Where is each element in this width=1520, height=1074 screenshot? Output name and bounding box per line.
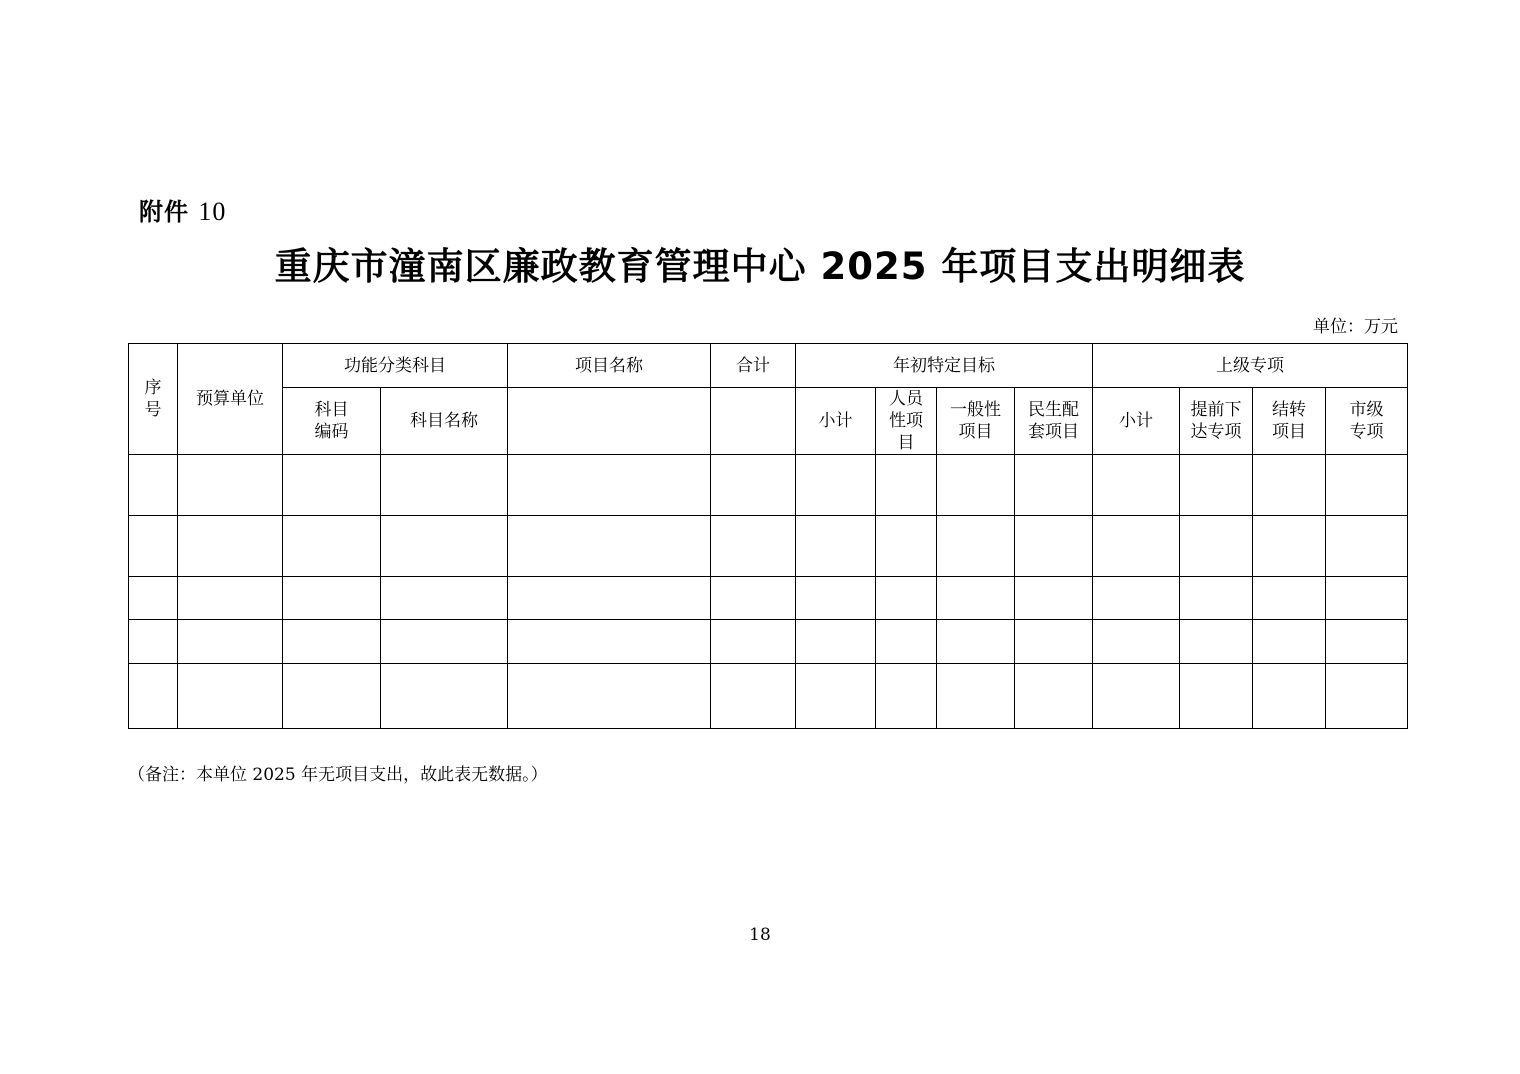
header-project-name: 项目名称: [508, 344, 711, 388]
table-cell: [508, 664, 711, 729]
header-it-subtotal: 小计: [796, 388, 876, 455]
remark-note: （备注：本单位 2025 年无项目支出，故此表无数据。）: [128, 765, 548, 785]
table-cell: [937, 664, 1015, 729]
header-row-1: [129, 344, 1408, 388]
table-cell: [796, 577, 876, 620]
table-cell: [1326, 664, 1408, 729]
table-cell: [1180, 455, 1253, 516]
table-cell: [876, 577, 937, 620]
table-row: [129, 455, 1408, 516]
header-budget-unit: 预算单位: [178, 344, 283, 455]
table-cell: [1180, 577, 1253, 620]
table-cell: [1326, 577, 1408, 620]
page-number: 18: [749, 925, 771, 945]
header-livelihood: 民生配套项目: [1015, 388, 1093, 455]
table-cell: [1253, 455, 1326, 516]
table-cell: [178, 577, 283, 620]
table-cell: [129, 620, 178, 664]
header-row-2: [129, 388, 1408, 455]
table-cell: [283, 455, 381, 516]
table-cell: [283, 516, 381, 577]
table-cell: [129, 516, 178, 577]
table-cell: [1015, 664, 1093, 729]
attachment-prefix: 附件: [139, 198, 189, 226]
header-func-class: 功能分类科目: [283, 344, 508, 388]
unit-label: 单位：万元: [1313, 317, 1398, 337]
table-cell: [876, 664, 937, 729]
table-cell: [937, 577, 1015, 620]
table-cell: [283, 577, 381, 620]
header-initial-target: 年初特定目标: [796, 344, 1093, 388]
table-cell: [1015, 516, 1093, 577]
table-cell: [1326, 455, 1408, 516]
table-cell: [129, 577, 178, 620]
table-cell: [381, 664, 508, 729]
table-cell: [711, 577, 796, 620]
header-carryover: 结转项目: [1253, 388, 1326, 455]
table-cell: [1015, 620, 1093, 664]
table-cell: [1093, 664, 1180, 729]
header-subject-name: 科目名称: [381, 388, 508, 455]
header-advance: 提前下达专项: [1180, 388, 1253, 455]
table-cell: [1253, 620, 1326, 664]
table-cell: [1093, 455, 1180, 516]
table-cell: [937, 516, 1015, 577]
table-cell: [1253, 664, 1326, 729]
table-cell: [1253, 577, 1326, 620]
table-cell: [178, 455, 283, 516]
table-cell: [129, 455, 178, 516]
table-cell: [381, 455, 508, 516]
table-cell: [1093, 577, 1180, 620]
header-general: 一般性项目: [937, 388, 1015, 455]
table-cell: [381, 577, 508, 620]
table-cell: [508, 620, 711, 664]
table-cell: [508, 577, 711, 620]
table-cell: [711, 516, 796, 577]
table-cell: [178, 620, 283, 664]
table-cell: [796, 620, 876, 664]
table-cell: [508, 516, 711, 577]
table-cell: [178, 664, 283, 729]
table-cell: [937, 620, 1015, 664]
table-cell: [1093, 620, 1180, 664]
table-body: [129, 455, 1408, 729]
header-seq: 序号: [129, 344, 178, 455]
project-expenditure-table: [128, 343, 1408, 729]
table-row: [129, 577, 1408, 620]
header-upper-special: 上级专项: [1093, 344, 1408, 388]
header-total: 合计: [711, 344, 796, 388]
page-title: 重庆市潼南区廉政教育管理中心 2025 年项目支出明细表: [274, 245, 1246, 288]
table-cell: [381, 516, 508, 577]
table-cell: [1180, 664, 1253, 729]
header-city: 市级专项: [1326, 388, 1408, 455]
attachment-number: 10: [198, 197, 227, 226]
table-cell: [1326, 516, 1408, 577]
table-cell: [1253, 516, 1326, 577]
table-cell: [876, 455, 937, 516]
table-cell: [711, 620, 796, 664]
table-cell: [796, 664, 876, 729]
table-cell: [1326, 620, 1408, 664]
table-cell: [796, 516, 876, 577]
table-cell: [178, 516, 283, 577]
table-cell: [283, 620, 381, 664]
table-cell: [1015, 577, 1093, 620]
table-cell: [1180, 620, 1253, 664]
table-cell: [1180, 516, 1253, 577]
table-cell: [876, 516, 937, 577]
table-row: [129, 620, 1408, 664]
table-cell: [876, 620, 937, 664]
header-us-subtotal: 小计: [1093, 388, 1180, 455]
table-cell: [129, 664, 178, 729]
table-cell: [796, 455, 876, 516]
header-subject-code: 科目编码: [283, 388, 381, 455]
header-total-blank: [711, 388, 796, 455]
table-cell: [283, 664, 381, 729]
attachment-label: [139, 192, 226, 227]
header-personnel: 人员性项目: [876, 388, 937, 455]
header-project-name-blank: [508, 388, 711, 455]
table-cell: [381, 620, 508, 664]
table-cell: [711, 664, 796, 729]
table-cell: [711, 455, 796, 516]
table-cell: [1015, 455, 1093, 516]
table-row: [129, 516, 1408, 577]
table-cell: [937, 455, 1015, 516]
table-row: [129, 664, 1408, 729]
table-cell: [1093, 516, 1180, 577]
table-cell: [508, 455, 711, 516]
